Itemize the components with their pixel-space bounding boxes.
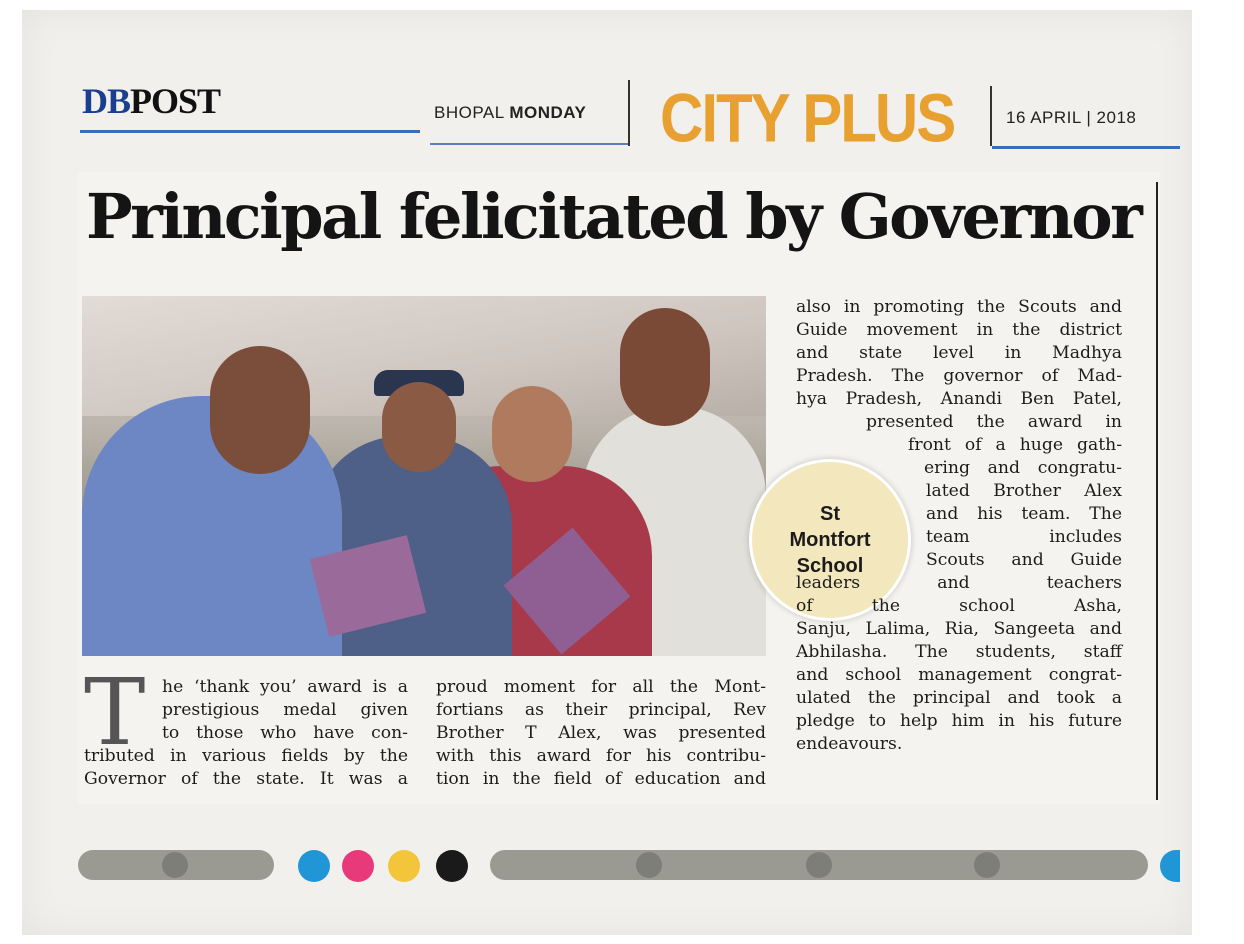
dateline-city-day — [434, 103, 586, 123]
text-line: Scouts and Guide — [926, 550, 1122, 570]
registration-mark — [162, 852, 188, 878]
newspaper-logo: DBPOST — [82, 81, 221, 121]
text-line: and state level in Madhya — [796, 343, 1122, 363]
registration-mark — [974, 852, 1000, 878]
magenta-dot — [342, 850, 374, 882]
divider — [990, 86, 992, 146]
text-line: Brother T Alex, was presented — [436, 723, 766, 743]
text-line: to those who have con- — [162, 723, 408, 743]
text-line: and his team. The — [926, 504, 1122, 524]
text-line: ering and congratu- — [924, 458, 1122, 478]
text-line: he ‘thank you’ award is a — [162, 677, 408, 697]
dateline-rule — [430, 143, 628, 145]
cyan-dot — [298, 850, 330, 882]
registration-mark — [636, 852, 662, 878]
text-line: presented the award in — [866, 412, 1122, 432]
divider — [628, 80, 630, 146]
text-line: hya Pradesh, Anandi Ben Patel, — [796, 389, 1122, 409]
text-line: pledge to help him in his future — [796, 711, 1122, 731]
text-line: and school management congrat- — [796, 665, 1122, 685]
black-dot — [436, 850, 468, 882]
day: MONDAY — [509, 103, 587, 122]
text-line: lated Brother Alex — [926, 481, 1122, 501]
text-line: tion in the field of education and — [436, 769, 766, 789]
section-title: CITY PLUS — [660, 79, 955, 157]
text-line: Guide movement in the district — [796, 320, 1122, 340]
article-column-1 — [84, 659, 408, 791]
text-line: proud moment for all the Mont- — [436, 677, 766, 697]
text-line: Sanju, Lalima, Ria, Sangeeta and — [796, 619, 1122, 639]
text-line: leaders and teachers — [796, 573, 1122, 593]
drop-cap: T — [84, 659, 146, 766]
article-headline: Principal felicitated by Governor — [86, 180, 1141, 253]
text-line: prestigious medal given — [162, 700, 408, 720]
text-line: Pradesh. The governor of Mad- — [796, 366, 1122, 386]
text-line: of the school Asha, — [796, 596, 1122, 616]
text-line: with this award for his contribu- — [436, 746, 766, 766]
text-line: Governor of the state. It was a — [84, 769, 408, 789]
date-rule — [992, 146, 1180, 149]
column-rule — [1156, 182, 1158, 800]
article-photo — [82, 296, 766, 656]
logo-rule — [80, 130, 420, 133]
article-column-2 — [436, 676, 766, 791]
article-column-3 — [796, 296, 1122, 756]
text-line: tributed in various fields by the — [84, 746, 408, 766]
text-line: Abhilasha. The students, staff — [796, 642, 1122, 662]
text-line: fortians as their principal, Rev — [436, 700, 766, 720]
issue-date: 16 APRIL | 2018 — [1006, 108, 1137, 127]
text-line: ulated the principal and took a — [796, 688, 1122, 708]
pullquote-text: St Montfort School — [789, 503, 871, 577]
registration-mark — [806, 852, 832, 878]
text-line: also in promoting the Scouts and — [796, 297, 1122, 317]
text-line: endeavours. — [796, 734, 903, 754]
yellow-dot — [388, 850, 420, 882]
city: BHOPAL — [434, 103, 505, 122]
text-line: team includes — [926, 527, 1122, 547]
text-line: front of a huge gath- — [908, 435, 1122, 455]
